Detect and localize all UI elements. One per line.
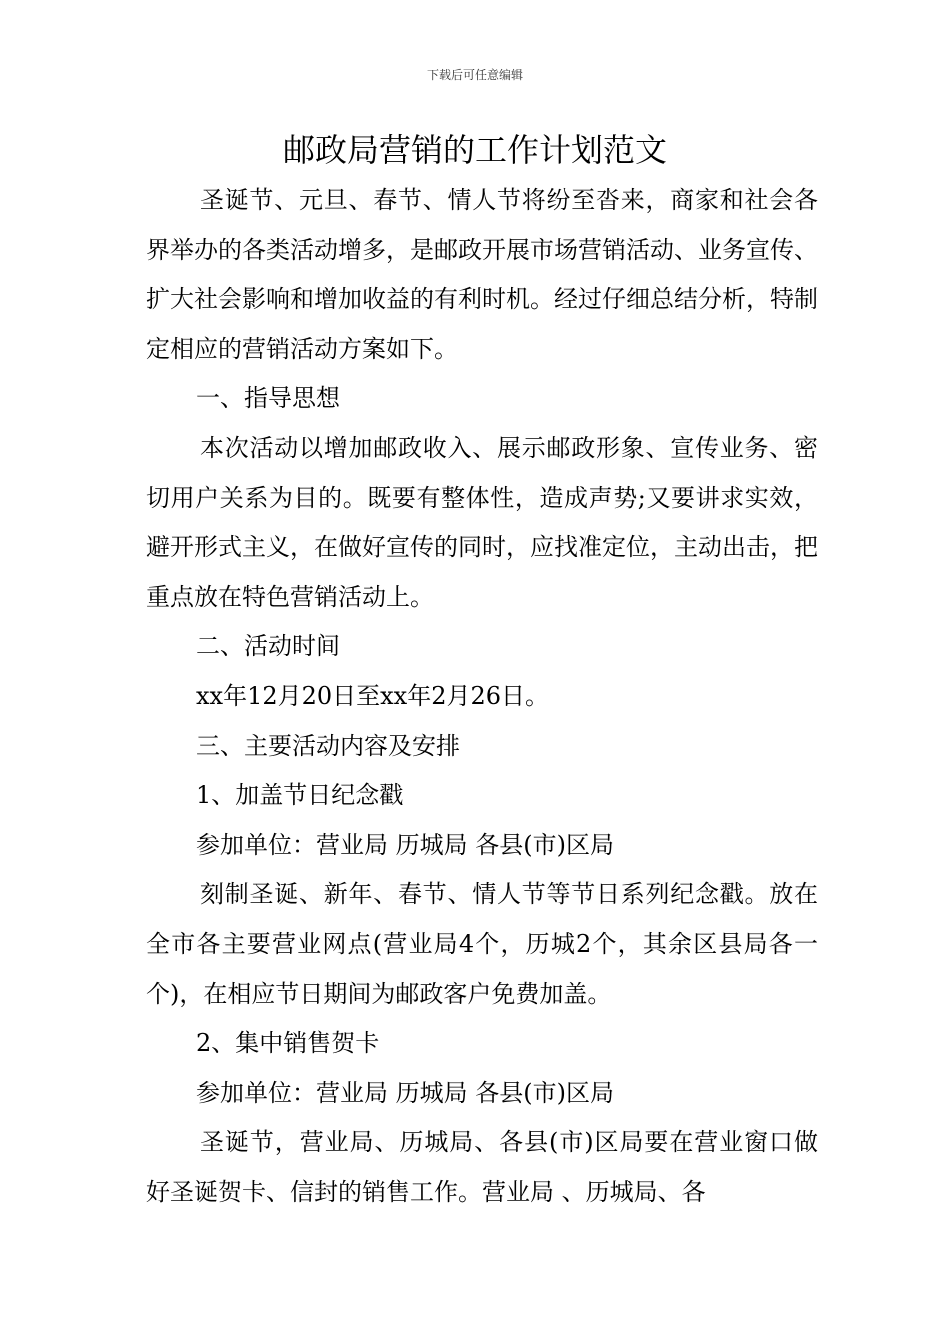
paragraph-greeting-cards: 圣诞节，营业局、历城局、各县(市)区局要在营业窗口做好圣诞贺卡、信封的销售工作。营业局 、历城局、各 [146,1128,818,1206]
section-heading-main-activities: 三、主要活动内容及安排 [196,731,460,760]
document-body [146,176,818,1217]
section-heading-guiding-ideology: 一、指导思想 [196,384,340,413]
header-note: 下载后可任意编辑 [426,68,523,82]
section-heading-activity-time: 二、活动时间 [196,632,340,661]
document-title: 邮政局营销的工作计划范文 [282,131,667,169]
paragraph-activity-time: xx年12月20日至xx年2月26日。 [196,681,550,710]
paragraph-commemorative-stamp: 刻制圣诞、新年、春节、情人节等节日系列纪念戳。放在全市各主要营业网点(营业局4个，历城2个，其余区县局各一个)，在相应节日期间为邮政客户免费加盖。 [146,880,818,1008]
participants-line-2: 参加单位：营业局 历城局 各县(市)区局 [196,1078,614,1107]
subsection-heading-greeting-cards: 2、集中销售贺卡 [196,1029,380,1058]
paragraph-intro: 圣诞节、元旦、春节、情人节将纷至沓来，商家和社会各界举办的各类活动增多，是邮政开展市场营销活动、业务宣传、扩大社会影响和增加收益的有利时机。经过仔细总结分析，特制定相应的营销活动方案如下。 [146,186,818,363]
participants-line-1: 参加单位：营业局 历城局 各县(市)区局 [196,830,614,859]
paragraph-guiding-ideology: 本次活动以增加邮政收入、展示邮政形象、宣传业务、密切用户关系为目的。既要有整体性，造成声势;又要讲求实效，避开形式主义，在做好宣传的同时，应找准定位，主动出击，把重点放在特色营销活动上。 [146,433,818,611]
subsection-heading-commemorative-stamp: 1、加盖节日纪念戳 [196,781,404,810]
